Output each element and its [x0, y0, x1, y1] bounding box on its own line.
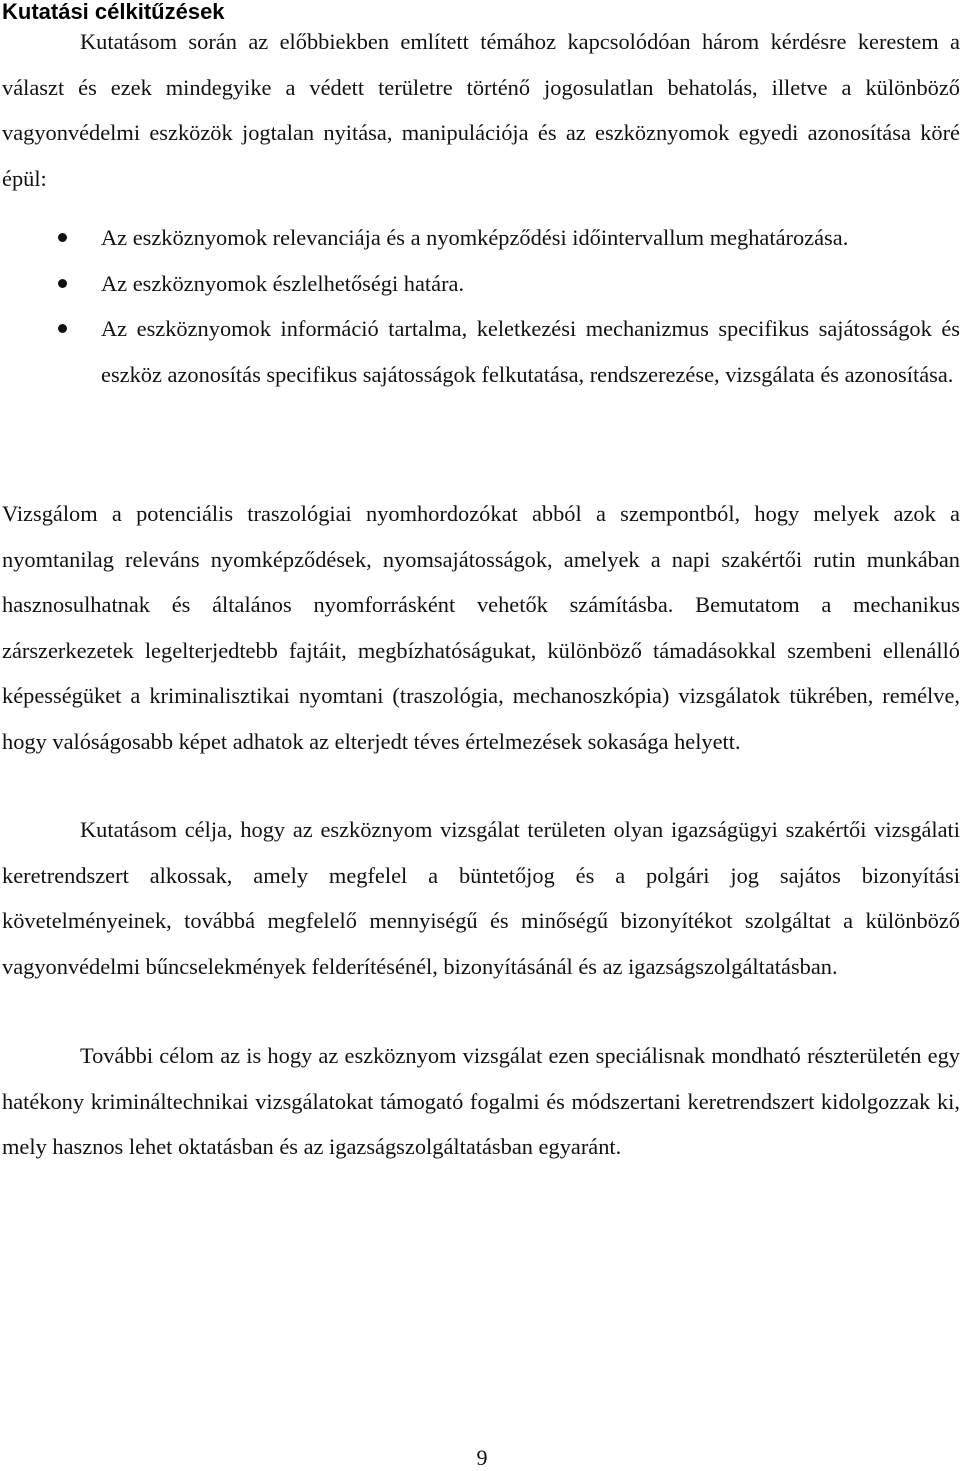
list-item-text: Az eszköznyomok relevanciája és a nyomképződési időintervallum meghatározása.	[101, 225, 849, 250]
bullet-icon	[58, 279, 67, 288]
body-paragraph: Kutatásom célja, hogy az eszköznyom vizsgálat területen olyan igazságügyi szakértői vizsgálati keretrendszert alkossak, amely megfelel a büntetőjog és a polgári jog sajátos bizonyítási követelményeinek, továbbá megfelelő mennyiségű és minőségű bizonyítékot szolgáltat a különböző vagyonvédelmi bűncselekmények felderítésénél, bizonyításánál és az igazságszolgáltatásban.	[2, 817, 960, 979]
intro-paragraph: Kutatásom során az előbbiekben említett témához kapcsolódóan három kérdésre kerestem a választ és ezek mindegyike a védett területre történő jogosulatlan behatolás, illetve a különböző vagyonvédelmi eszközök jogtalan nyitása, manipulációja és az eszköznyomok egyedi azonosítása köré épül:	[2, 29, 960, 191]
list-item	[0, 306, 960, 397]
body-paragraph: További célom az is hogy az eszköznyom vizsgálat ezen speciálisnak mondható részterületén egy hatékony krimináltechnikai vizsgálatokat támogató fogalmi és módszertani keretrendszert kidolgozzak ki, mely hasznos lehet oktatásban és az igazságszolgáltatásban egyaránt.	[2, 1043, 960, 1159]
list-item	[0, 261, 960, 307]
bullet-icon	[58, 324, 67, 333]
list-item	[0, 215, 960, 261]
objectives-list	[0, 215, 960, 397]
section-heading: Kutatási célkitűzések	[2, 0, 225, 24]
list-item-text: Az eszköznyomok információ tartalma, keletkezési mechanizmus specifikus sajátosságok és eszköz azonosítás specifikus sajátosságok felkutatása, rendszerezése, vizsgálata és azonosítása.	[101, 316, 960, 387]
page-number: 9	[476, 1445, 488, 1470]
body-paragraph: Vizsgálom a potenciális traszológiai nyomhordozókat abból a szempontból, hogy melyek azok a nyomtanilag releváns nyomképződések, nyomsajátosságok, amelyek a napi szakértői rutin munkában hasznosulhatnak és általános nyomforrásként vehetők számításba. Bemutatom a mechanikus zárszerkezetek legelterjedtebb fajtáit, megbízhatóságukat, különböző támadásokkal szembeni ellenálló képességüket a kriminalisztikai nyomtani (traszológia, mechanoszkópia) vizsgálatok tükrében, remélve, hogy valóságosabb képet adhatok az elterjedt téves értelmezések sokasága helyett.	[2, 501, 960, 754]
list-item-text: Az eszköznyomok észlelhetőségi határa.	[101, 270, 465, 296]
bullet-icon	[58, 233, 67, 242]
